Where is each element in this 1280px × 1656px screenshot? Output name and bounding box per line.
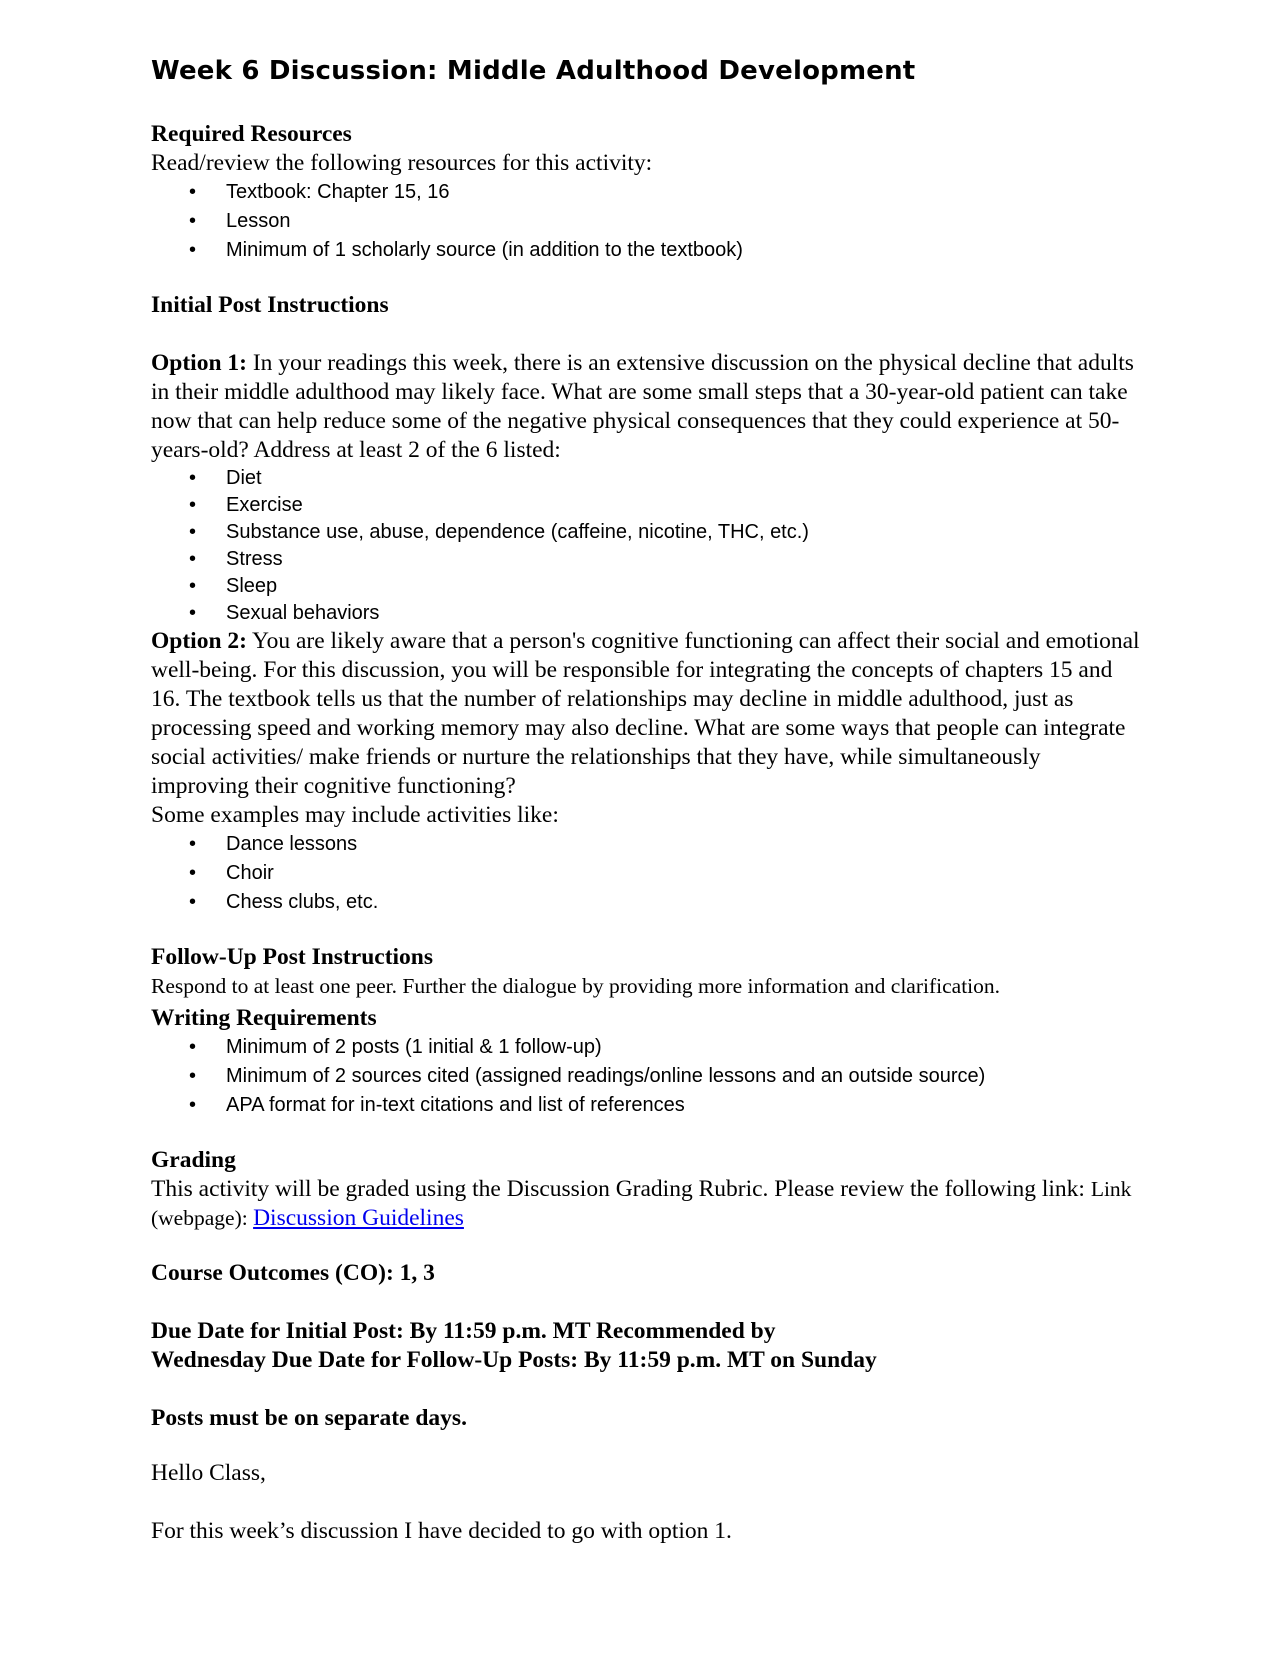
option1-label: Option 1: — [151, 350, 247, 376]
option2-label: Option 2: — [151, 628, 247, 654]
grading-text: This activity will be graded using the Discussion Grading Rubric. Please review the following link: — [151, 1176, 1091, 1202]
initial-post-heading: Initial Post Instructions — [151, 292, 389, 318]
list-item: • Minimum of 1 scholarly source (in addition to the textbook) — [151, 236, 1141, 265]
list-item: • Lesson — [151, 207, 1141, 236]
list-item: • Exercise — [151, 492, 1141, 519]
required-resources-intro: Read/review the following resources for this activity: — [151, 150, 653, 176]
link-prefix: Link (webpage): — [151, 1177, 1132, 1230]
list-item: • Choir — [151, 859, 1141, 888]
examples-list — [151, 830, 1141, 917]
examples-intro: Some examples may include activities like: — [151, 802, 559, 828]
writing-requirements-list — [151, 1033, 1141, 1120]
follow-up-text: Respond to at least one peer. Further the dialogue by providing more information and clarification. — [151, 974, 1001, 998]
course-outcomes: Course Outcomes (CO): 1, 3 — [151, 1260, 435, 1286]
discussion-guidelines-link[interactable]: Discussion Guidelines — [253, 1205, 464, 1231]
post-body-line: For this week’s discussion I have decided to go with option 1. — [151, 1518, 732, 1544]
follow-up-heading: Follow-Up Post Instructions — [151, 944, 434, 970]
greeting: Hello Class, — [151, 1460, 266, 1486]
option2-text: You are likely aware that a person's cognitive functioning can affect their social and emotional well-being. For this discussion, you will be responsible for integrating the concepts of chapters 15 and 16. The textbook tells us that the number of relationships may decline in middle adulthood, just as processing speed and working memory may also decline. What are some ways that people can integrate social activities/ make friends or nurture the relationships that they have, while simultaneously improving their cognitive functioning? — [151, 628, 1140, 799]
list-item: • Chess clubs, etc. — [151, 888, 1141, 917]
list-item: • Sleep — [151, 573, 1141, 600]
option1-text: In your readings this week, there is an extensive discussion on the physical decline that adults in their middle adulthood may likely face. What are some small steps that a 30-year-old patient can take now that can help reduce some of the negative physical consequences that they could experience at 50-years-old? Address at least 2 of the 6 listed: — [151, 350, 1134, 463]
grading-paragraph — [151, 1175, 1141, 1233]
required-resources-heading: Required Resources — [151, 121, 352, 147]
list-item: • Dance lessons — [151, 830, 1141, 859]
required-resources-list — [151, 178, 1141, 265]
due-date-line-2: Wednesday Due Date for Follow-Up Posts: By 11:59 p.m. MT on Sunday — [151, 1347, 877, 1373]
option1-paragraph — [151, 349, 1141, 465]
list-item: • Minimum of 2 sources cited (assigned readings/online lessons and an outside source) — [151, 1062, 1141, 1091]
separate-days-note: Posts must be on separate days. — [151, 1405, 467, 1431]
document-page — [151, 56, 1141, 1546]
grading-heading: Grading — [151, 1147, 236, 1173]
page-title: Week 6 Discussion: Middle Adulthood Development — [151, 56, 916, 86]
option1-list — [151, 465, 1141, 627]
list-item: • Diet — [151, 465, 1141, 492]
list-item: • Minimum of 2 posts (1 initial & 1 follow-up) — [151, 1033, 1141, 1062]
list-item: • APA format for in-text citations and list of references — [151, 1091, 1141, 1120]
list-item: • Sexual behaviors — [151, 600, 1141, 627]
list-item: • Textbook: Chapter 15, 16 — [151, 178, 1141, 207]
list-item: • Substance use, abuse, dependence (caffeine, nicotine, THC, etc.) — [151, 519, 1141, 546]
list-item: • Stress — [151, 546, 1141, 573]
option2-paragraph — [151, 627, 1141, 801]
writing-requirements-heading: Writing Requirements — [151, 1005, 377, 1031]
due-date-line-1: Due Date for Initial Post: By 11:59 p.m. MT Recommended by — [151, 1318, 776, 1344]
